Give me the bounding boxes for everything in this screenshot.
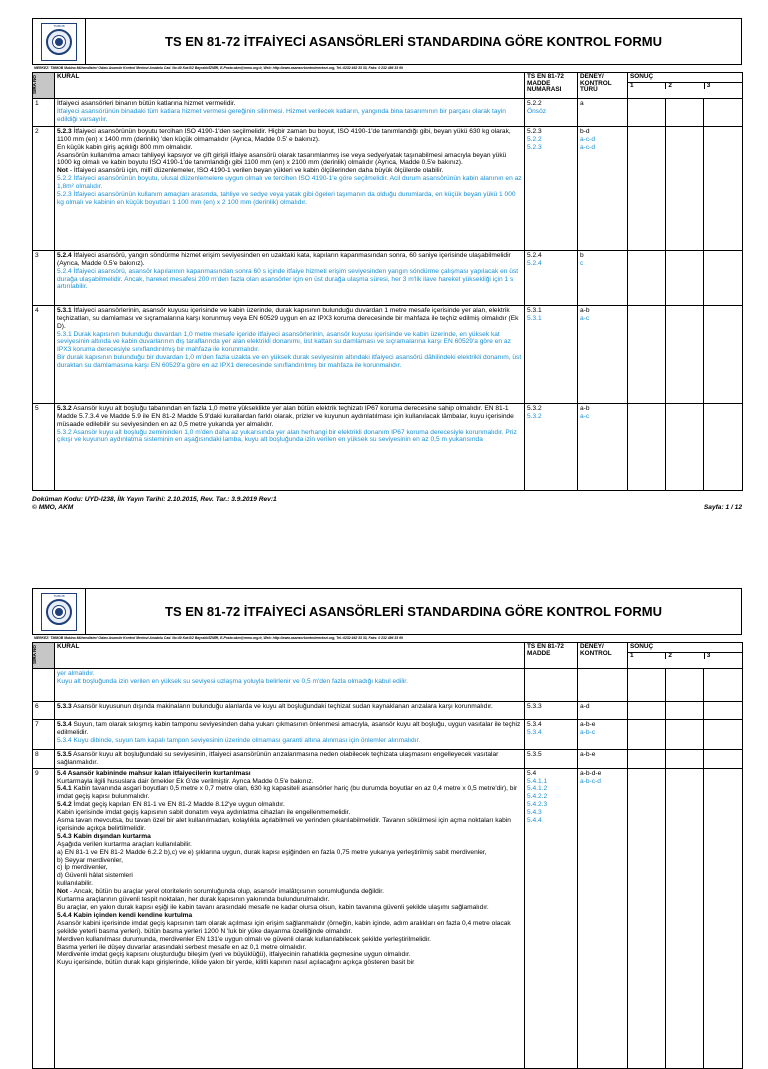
- en81-20-text: 5.2.3 İtfaiyeci asansörünün kullanım amaçları arasında, tahliye ve sedye veya yatak gibi ögeleri taşımanın da olduğu durumlarda, en küçük beyan yükü 1 000 kg olmalı ve kabinin en küçük boyutları 1 100 mm (en) x 2 100 mm (derinlik) olmalıdır.: [57, 191, 516, 206]
- row-number: 1: [33, 98, 55, 126]
- rule-text: 5.3.2 Asansör kuyu alt boşluğu tabanından en fazla 1,0 metre yükseklikte yer alan bütün elektrik teçhizatı IP67 koruma derecesine sahip olmalıdır. EN 81-1 Madde 5.7.3.4 ve Madde 5.9 ile EN 81-2 Madde 5.9'daki kurallardan farklı olarak, prizler ve kuyunun aydınlatılması için kullanılacak lâmbalar, kuyu içerisinde müsaade edilebilir su seviyesinden en az 0,5 metre yukarıda yer almalıdır.: [57, 404, 514, 428]
- col-sonuc: SONUÇ 1 2 3: [628, 643, 743, 669]
- address-line: MERKEZ: TMMOB Makina Mühendisleri Odası Asansör Kontrol Merkezi Anadolu Cad. No:40 Kat:8/2 Bayraklı/İZMİR, E-Posta:akm@mmo.org.tr, Web: http://www.asansorkontrolmerkezi.org, Tel.:0232 462 33 33, Faks: 0 232 486 33 69: [34, 636, 403, 640]
- tmmob-logo: [41, 593, 77, 631]
- rule-text: Asansör kabini içerisinde imdat geçiş kapısının tam olarak açılması için erişim sağlanmalıdır (örneğin, kabin içinde, adım aralıkları en fazla 0,4 metre olacak şekilde yeterli basma yerleri). bütün basma yerleri 1200 N 'luk bir yüke dayanma özelliğinde olmalıdır.: [57, 919, 511, 935]
- col-deney: DENEY/ KONTROL TÜRÜ: [578, 73, 628, 99]
- article-number-cell: [525, 668, 578, 701]
- rule-cell: [55, 98, 525, 126]
- en81-20-text: 5.4.1.1: [527, 777, 548, 785]
- row-number: 8: [33, 749, 55, 768]
- col-sonuc: SONUÇ 1 2 3: [628, 73, 743, 99]
- row-number: 5: [33, 403, 55, 490]
- result-checkbox-3[interactable]: [704, 749, 743, 768]
- form-page-1: [32, 18, 742, 513]
- result-checkbox-2[interactable]: [666, 305, 704, 403]
- rule-text: 5.3.5: [527, 750, 542, 758]
- rule-text: a-b-e: [580, 750, 596, 758]
- col-kural: KURAL: [55, 643, 525, 669]
- rule-text: 5.4.4 Kabin içinden kendi kendine kurtulma: [57, 911, 193, 919]
- result-checkbox-3[interactable]: [704, 701, 743, 719]
- row-number: 9: [33, 768, 55, 1068]
- rule-text: kullanılabilir.: [57, 880, 93, 888]
- rule-text: a-b-d-e: [580, 769, 602, 777]
- logo-text: TMMOB: [53, 23, 65, 28]
- test-type-cell: [578, 719, 628, 749]
- rule-text: 5.2.4: [527, 251, 542, 259]
- rule-text: Not - Ancak, bütün bu araçlar yerel otoritelerin sorumluğunda olup, asansör imalâtçısının sorumluğunda değildir.: [57, 888, 384, 896]
- rule-text: b-d: [580, 127, 590, 135]
- rule-text: a-b: [580, 404, 590, 412]
- table-row: [33, 768, 743, 1068]
- result-checkbox-2[interactable]: [666, 749, 704, 768]
- page-number: Sayfa: 1 / 12: [703, 503, 742, 511]
- result-checkbox-1[interactable]: [628, 403, 666, 490]
- rule-text: Kuyu içerisinde, bütün durak kapı girişlerinde, kilide yakın bir yerde, kilitli kapının nasıl açılacağını açıkça gösteren basit bir: [57, 959, 415, 967]
- rule-text: 5.3.1: [527, 306, 542, 314]
- table-row: [33, 749, 743, 768]
- rule-cell: [55, 668, 525, 701]
- en81-20-text: 5.3.4: [527, 728, 542, 736]
- en81-20-text: 5.3.2: [527, 412, 542, 420]
- en81-20-text: 5.2.3: [527, 143, 542, 151]
- tmmob-logo: [41, 23, 77, 61]
- en81-20-text: 5.4.3: [527, 809, 542, 817]
- rule-text: 5.3.3 Asansör kuyusunun dışında makinaların bulunduğu alanlarda ve kuyu alt boşluğundaki teçhizat sudan kaynaklanan arızalara karşı korunmalıdır.: [57, 702, 493, 710]
- logo-cell: [33, 589, 86, 634]
- en81-20-text: a-b-c-d: [580, 777, 601, 785]
- logo-cell: [33, 19, 86, 64]
- rule-text: Aşağıda verilen kurtarma araçları kullanılabilir.: [57, 840, 192, 848]
- result-checkbox-2[interactable]: [666, 250, 704, 305]
- result-checkbox-1[interactable]: [628, 305, 666, 403]
- result-checkbox-1[interactable]: [628, 749, 666, 768]
- result-checkbox-2[interactable]: [666, 768, 704, 1068]
- article-number-cell: [525, 719, 578, 749]
- col-deney: DENEY/ KONTROL: [578, 643, 628, 669]
- result-checkbox-2[interactable]: [666, 701, 704, 719]
- rule-text: b) Seyyar merdivenler,: [57, 856, 123, 864]
- rule-text: 5.3.4 Suyun, tam olarak sıkışmış kabin tamponu seviyesinden daha yukarı çıkmasının önlenmesi amacıyla, asansör kuyu alt boşluğu, uygun vasıtalar ile teçhiz edilmelidir.: [57, 720, 521, 736]
- en81-20-text: Önsöz: [527, 107, 547, 115]
- rule-cell: [55, 719, 525, 749]
- control-table-page-1: [32, 72, 743, 491]
- rule-text: Bu araçlar, en yakın durak kapısı eşiği ile kabin tavanı arasındaki mesafe ne kadar olursa olsun, kabin tavanına güvenli şekilde ulaşımı sağlamalıdır.: [57, 904, 489, 912]
- en81-20-text: 5.4.2.3: [527, 801, 548, 809]
- control-table-page-2: [32, 642, 743, 1069]
- rule-text: 5.4: [527, 769, 537, 777]
- test-type-cell: [578, 668, 628, 701]
- page-footer: [32, 491, 742, 513]
- form-title: TS EN 81-72 İTFAİYECİ ASANSÖRLERİ STANDARDINA GÖRE KONTROL FORMU: [165, 603, 662, 619]
- en81-20-text: a-b-c: [580, 728, 596, 736]
- rule-text: a-b: [580, 306, 590, 314]
- rule-text: 5.2.3 İtfaiyeci asansörünün boyutu tercihan ISO 4190-1'den seçilmelidir. Hiçbir zaman bu boyut, ISO 4190-1'de tanımlandığı gibi, beyan yükü 630 kg olarak, 1100 mm (en) x 1400 mm (derinlik) 'den küçük olmamalıdır (Ayrıca, Madde 0.5' e bakınız).: [57, 127, 511, 143]
- result-checkbox-3[interactable]: [704, 668, 743, 701]
- rule-text: a-b-e: [580, 720, 596, 728]
- rule-text: Merdiven kullanılması durumunda, merdivenler EN 131'e uygun olmalı ve güvenli olarak kullanılabilecek şekilde yerleştirilmelidir.: [57, 935, 431, 943]
- rule-cell: [55, 749, 525, 768]
- rule-text: Kurtarma araçlarının güvenli tespit noktaları, her durak kapısının yakınında bulundurulmalıdır.: [57, 896, 330, 904]
- logo-text: TMMOB: [53, 593, 65, 598]
- article-number-cell: [525, 305, 578, 403]
- rule-cell: [55, 126, 525, 250]
- rule-text: 5.2.3: [527, 127, 542, 135]
- result-checkbox-1[interactable]: [628, 126, 666, 250]
- result-checkbox-3[interactable]: [704, 98, 743, 126]
- rule-text: 5.3.5 Asansör kuyu alt boşluğundaki su seviyesinin, itfaiyeci asansörünün arızalanmasına neden olabilecek teçhizata ulaşmasını engelleyecek vasıtalar sağlanmalıdır.: [57, 750, 499, 766]
- rule-text: 5.4.1 Kabin tavanında asgari boyutları 0,5 metre x 0,7 metre olan, 630 kg kapasiteli asansörler hariç (bu durumda boyutlar en az 0,4 metre x 0,5 metre'dir), bir imdat geçiş kapısı bulunmalıdır.: [57, 785, 518, 801]
- result-checkbox-1[interactable]: [628, 768, 666, 1068]
- en81-20-text: yer almalıdır.: [57, 669, 95, 677]
- article-number-cell: [525, 250, 578, 305]
- en81-20-text: a-c-d: [580, 143, 596, 151]
- result-checkbox-3[interactable]: [704, 719, 743, 749]
- logo-emblem-icon: [46, 29, 72, 55]
- test-type-cell: [578, 403, 628, 490]
- rule-text: 5.4 Asansör kabininde mahsur kalan itfaiyecilerin kurtarılması: [57, 769, 251, 777]
- table-row: [33, 719, 743, 749]
- article-number-cell: [525, 768, 578, 1068]
- result-checkbox-3[interactable]: [704, 250, 743, 305]
- result-checkbox-1[interactable]: [628, 701, 666, 719]
- result-checkbox-1[interactable]: [628, 98, 666, 126]
- en81-20-text: 5.3.4 Kuyu dibinde, suyun tam kapalı tampon seviyesinin üzerinde olmaması garanti altına alınması için önlemler alınmalıdır.: [57, 736, 421, 744]
- en81-20-text: İtfaiyeci asansörünün binadaki tüm katlara hizmet vermesi gereğinin silinmesi. Hizmet verilecek katların, yangında bina tasarımının bir parçası olarak tayin edildiği varsayılır.: [57, 107, 506, 123]
- form-header: [32, 18, 742, 65]
- result-checkbox-3[interactable]: [704, 305, 743, 403]
- rule-text: a: [580, 99, 584, 107]
- col-sira: SIRA NO: [33, 643, 55, 669]
- rule-text: 5.4.3 Kabin dışından kurtarma: [57, 832, 151, 840]
- en81-20-text: c: [580, 259, 584, 267]
- test-type-cell: [578, 98, 628, 126]
- rule-text: b: [580, 251, 584, 259]
- result-checkbox-2[interactable]: [666, 668, 704, 701]
- rule-text: Kabin içerisinde imdat geçiş kapısının sabit donatım veya aydınlatma cihazları ile engellenmemelidir.: [57, 809, 351, 817]
- doc-code: Doküman Kodu: UYD-I238, İlk Yayın Tarihi: 2.10.2015, Rev. Tar.: 3.9.2019 Rev:1: [32, 495, 277, 503]
- rule-text: Basma yerleri ile düşey duvarlar arasındaki serbest mesafe en az 0,1 metre olmalıdır.: [57, 943, 307, 951]
- col-madde: TS EN 81-72 MADDE: [525, 643, 578, 669]
- en81-20-text: 5.2.4: [527, 259, 542, 267]
- rule-text: 5.3.2: [527, 404, 542, 412]
- col-sira: SIRA NO: [33, 73, 55, 99]
- en81-20-text: 5.2.2 İtfaiyeci asansörünün boyutu, ulusal düzenlemelere uygun olmalı ve tercihen ISO 4190-1'e göre seçilmelidir. Acil durum asansörünün kabin alanının en az 1,8m² olmalıdır.: [57, 175, 522, 191]
- table-row: [33, 250, 743, 305]
- en81-20-text: Bir durak kapısının bulunduğu bir duvardan 1,0 m'den fazla uzakta ve en yüksek durak seviyesinin altındaki itfaiyeci asansörü dâhilindeki elektrikli donanım, üst duraktan su damlamasına karşı EN 60529'a göre en az IPX1 derecesinde sınıflandırılmış bir mahfaza ile korunmalıdır.: [57, 354, 522, 370]
- row-number: [33, 668, 55, 701]
- row-number: 4: [33, 305, 55, 403]
- result-checkbox-2[interactable]: [666, 126, 704, 250]
- rule-cell: [55, 768, 525, 1068]
- rule-text: İtfaiyeci asansörleri binanın bütün katlarına hizmet vermelidir.: [57, 99, 236, 107]
- en81-20-text: 5.3.2 Asansör kuyu alt boşluğu zemininden 1,0 m'den daha az yukarısında yer alan herhangi bir elektrikli donanım IP67 koruma derecesiyle korunmalıdır. Priz çıkışı ve kuyunun aydınlatma sisteminin en aşağısındaki lamba, kuyu alt boşluğunda izin verilen en yüksek su seviyesinin en az 0,5 m yukarısında: [57, 428, 517, 444]
- table-row: [33, 701, 743, 719]
- en81-20-text: a-c: [580, 314, 590, 322]
- table-row: [33, 403, 743, 490]
- test-type-cell: [578, 250, 628, 305]
- result-checkbox-2[interactable]: [666, 403, 704, 490]
- result-checkbox-2[interactable]: [666, 98, 704, 126]
- col-madde: TS EN 81-72 MADDE NUMARASI: [525, 73, 578, 99]
- en81-20-text: 5.2.4 İtfaiyeci asansörü, asansör kapılarının kapanmasından sonra 60 s içinde itfaiye hizmeti erişim seviyesinden yangın söndürme çalışması yapılacak en üst durağa ulaşabilmelidir. Ancak, hareket mesafesi 200 m'den fazla olan asansörler için en üst durağa ulaşma süresi, her 3 m'lik ilave hareket yüksekliği için 1 s artırılabilir.: [57, 267, 519, 291]
- en81-20-text: 5.3.1 Durak kapısının bulunduğu duvardan 1,0 metre mesafe içeride itfaiyeci asansörlerinin, asansör kuyusu içerisinde ve kabin üzerinde, en yüksek kat seviyesinin altında ve kabin duvarlarının dış taraflarında yer alan elektrikli donanımı, üst kattan su damlaması ve sıçramalarına karşı EN 60529'a göre en az IPX3 koruma derecesiyle sınıflandırılmış bir mahfaza ile korunmalıdır.: [57, 330, 511, 354]
- form-header: [32, 588, 742, 635]
- en81-20-text: a-c: [580, 412, 590, 420]
- rule-text: 5.3.1 İtfaiyeci asansörlerinin, asansör kuyusu içerisinde ve kabin üzerinde, durak kapısının bulunduğu duvardan 1 metre mesafe içerisinde yer alan, elektrik teçhizatları, su damlaması ve sıçramalarına karşı korunmuş veya EN 60529 uygun en az IPX3 koruma derecesinde bir mahfaza ile teçhiz edilmiş olmalıdır (Ek D).: [57, 306, 519, 330]
- en81-20-text: 5.4.4: [527, 817, 542, 825]
- result-checkbox-1[interactable]: [628, 719, 666, 749]
- result-checkbox-2[interactable]: [666, 719, 704, 749]
- rule-text: 5.4.2 İmdat geçiş kapıları EN 81-1 ve EN 81-2 Madde 8.12'ye uygun olmalıdır.: [57, 801, 285, 809]
- table-row: [33, 668, 743, 701]
- en81-20-text: a-c-d: [580, 135, 596, 143]
- result-checkbox-1[interactable]: [628, 668, 666, 701]
- test-type-cell: [578, 749, 628, 768]
- row-number: 2: [33, 126, 55, 250]
- rule-cell: [55, 305, 525, 403]
- article-number-cell: [525, 98, 578, 126]
- test-type-cell: [578, 305, 628, 403]
- logo-emblem-icon: [46, 599, 72, 625]
- en81-20-text: 5.2.2: [527, 135, 542, 143]
- rule-cell: [55, 403, 525, 490]
- table-row: [33, 126, 743, 250]
- result-checkbox-3[interactable]: [704, 126, 743, 250]
- rule-text: a-d: [580, 702, 590, 710]
- form-title: TS EN 81-72 İTFAİYECİ ASANSÖRLERİ STANDARDINA GÖRE KONTROL FORMU: [165, 33, 662, 49]
- form-page-2: [32, 588, 742, 1069]
- en81-20-text: 5.4.2.2: [527, 793, 548, 801]
- col-kural: KURAL: [55, 73, 525, 99]
- article-number-cell: [525, 701, 578, 719]
- rule-text: a) EN 81-1 ve EN 81-2 Madde 6.2.2 b),c) ve e) şıklarına uygun, durak kapısı eşiğinden en fazla 0,75 metre yukarıya yerleştirilmiş sabit merdivenler,: [57, 848, 487, 856]
- table-row: [33, 305, 743, 403]
- result-checkbox-1[interactable]: [628, 250, 666, 305]
- rule-text: 5.3.4: [527, 720, 542, 728]
- rule-cell: [55, 701, 525, 719]
- en81-20-text: 5.4.1.2: [527, 785, 548, 793]
- row-number: 7: [33, 719, 55, 749]
- row-number: 6: [33, 701, 55, 719]
- rule-text: d) Güvenli hâlat sistemleri: [57, 872, 133, 880]
- article-number-cell: [525, 749, 578, 768]
- address-line: MERKEZ: TMMOB Makina Mühendisleri Odası Asansör Kontrol Merkezi Anadolu Cad. No:40 Kat:8/2 Bayraklı/İZMİR, E-Posta:akm@mmo.org.tr, Web: http://www.asansorkontrolmerkezi.org, Tel.:0232 462 33 33, Faks: 0 232 486 33 69: [34, 66, 403, 70]
- rule-text: Not - İtfaiyeci asansörü için, millî düzenlemeler, ISO 4190-1 verilen beyan yükleri ve kabin ölçülerinden daha büyük ölçülerde olabilir.: [57, 167, 444, 175]
- en81-20-text: Kuyu alt boşluğunda izin verilen en yüksek su seviyesi uzlaşma yoluyla belirlenir ve 0,5 m'den fazla olmadığı kabul edilir.: [57, 677, 408, 685]
- article-number-cell: [525, 126, 578, 250]
- rule-text: Merdivenle imdat geçiş kapısını oluşturduğu bileşim (yeri ve büyüklüğü), itfaiyecinin rahatlıkla geçmesine uygun olmalıdır.: [57, 951, 411, 959]
- rule-cell: [55, 250, 525, 305]
- rule-text: 5.2.2: [527, 99, 542, 107]
- copyright: © MMO, AKM: [32, 503, 74, 511]
- rule-text: 5.2.4 İtfaiyeci asansörü, yangın söndürme hizmet erişim seviyesinden en uzaktaki kata, kapıların kapanmasından sonra, 60 saniye içerisinde ulaşabilmelidir (Ayrıca, Madde 0.5'e bakınız).: [57, 251, 511, 267]
- test-type-cell: [578, 126, 628, 250]
- rule-text: c) İp merdivenler,: [57, 864, 108, 872]
- result-checkbox-3[interactable]: [704, 403, 743, 490]
- rule-text: Kurtarmayla ilgili hususlara dair örnekler Ek G'de verilmiştir. Ayrıca Madde 0.5'e bakınız.: [57, 777, 314, 785]
- test-type-cell: [578, 701, 628, 719]
- en81-20-text: 5.3.1: [527, 314, 542, 322]
- rule-text: Asansörün kullanılma amacı tahliyeyi kapsıyor ve çift girişli itfaiye asansörü olarak tasarımlanmış ise veya sedye/yatak taşınabilmesi amacıyla beyan yükü 1000 kg olmalı ve kabin boyutu ISO 4190-1'de tanımlandığı gibi 1100 mm (en) x 2100 mm (derinlik) olmalıdır (Ayrıca, Madde 0.5'e bakınız).: [57, 151, 507, 167]
- rule-text: En küçük kabin giriş açıklığı 800 mm olmalıdır.: [57, 143, 193, 151]
- result-checkbox-3[interactable]: [704, 768, 743, 1068]
- rule-text: Asma tavan mevcutsa, bu tavan özel bir alet kullanılmadan, kolaylıkla açılabilmeli ve yerinden çıkarılabilmelidir. Tavanın sökülmesi için açma noktaları kabin içerisinde açıkça belirtilmelidir.: [57, 817, 511, 832]
- test-type-cell: [578, 768, 628, 1068]
- rule-text: 5.3.3: [527, 702, 542, 710]
- row-number: 3: [33, 250, 55, 305]
- table-row: [33, 98, 743, 126]
- article-number-cell: [525, 403, 578, 490]
